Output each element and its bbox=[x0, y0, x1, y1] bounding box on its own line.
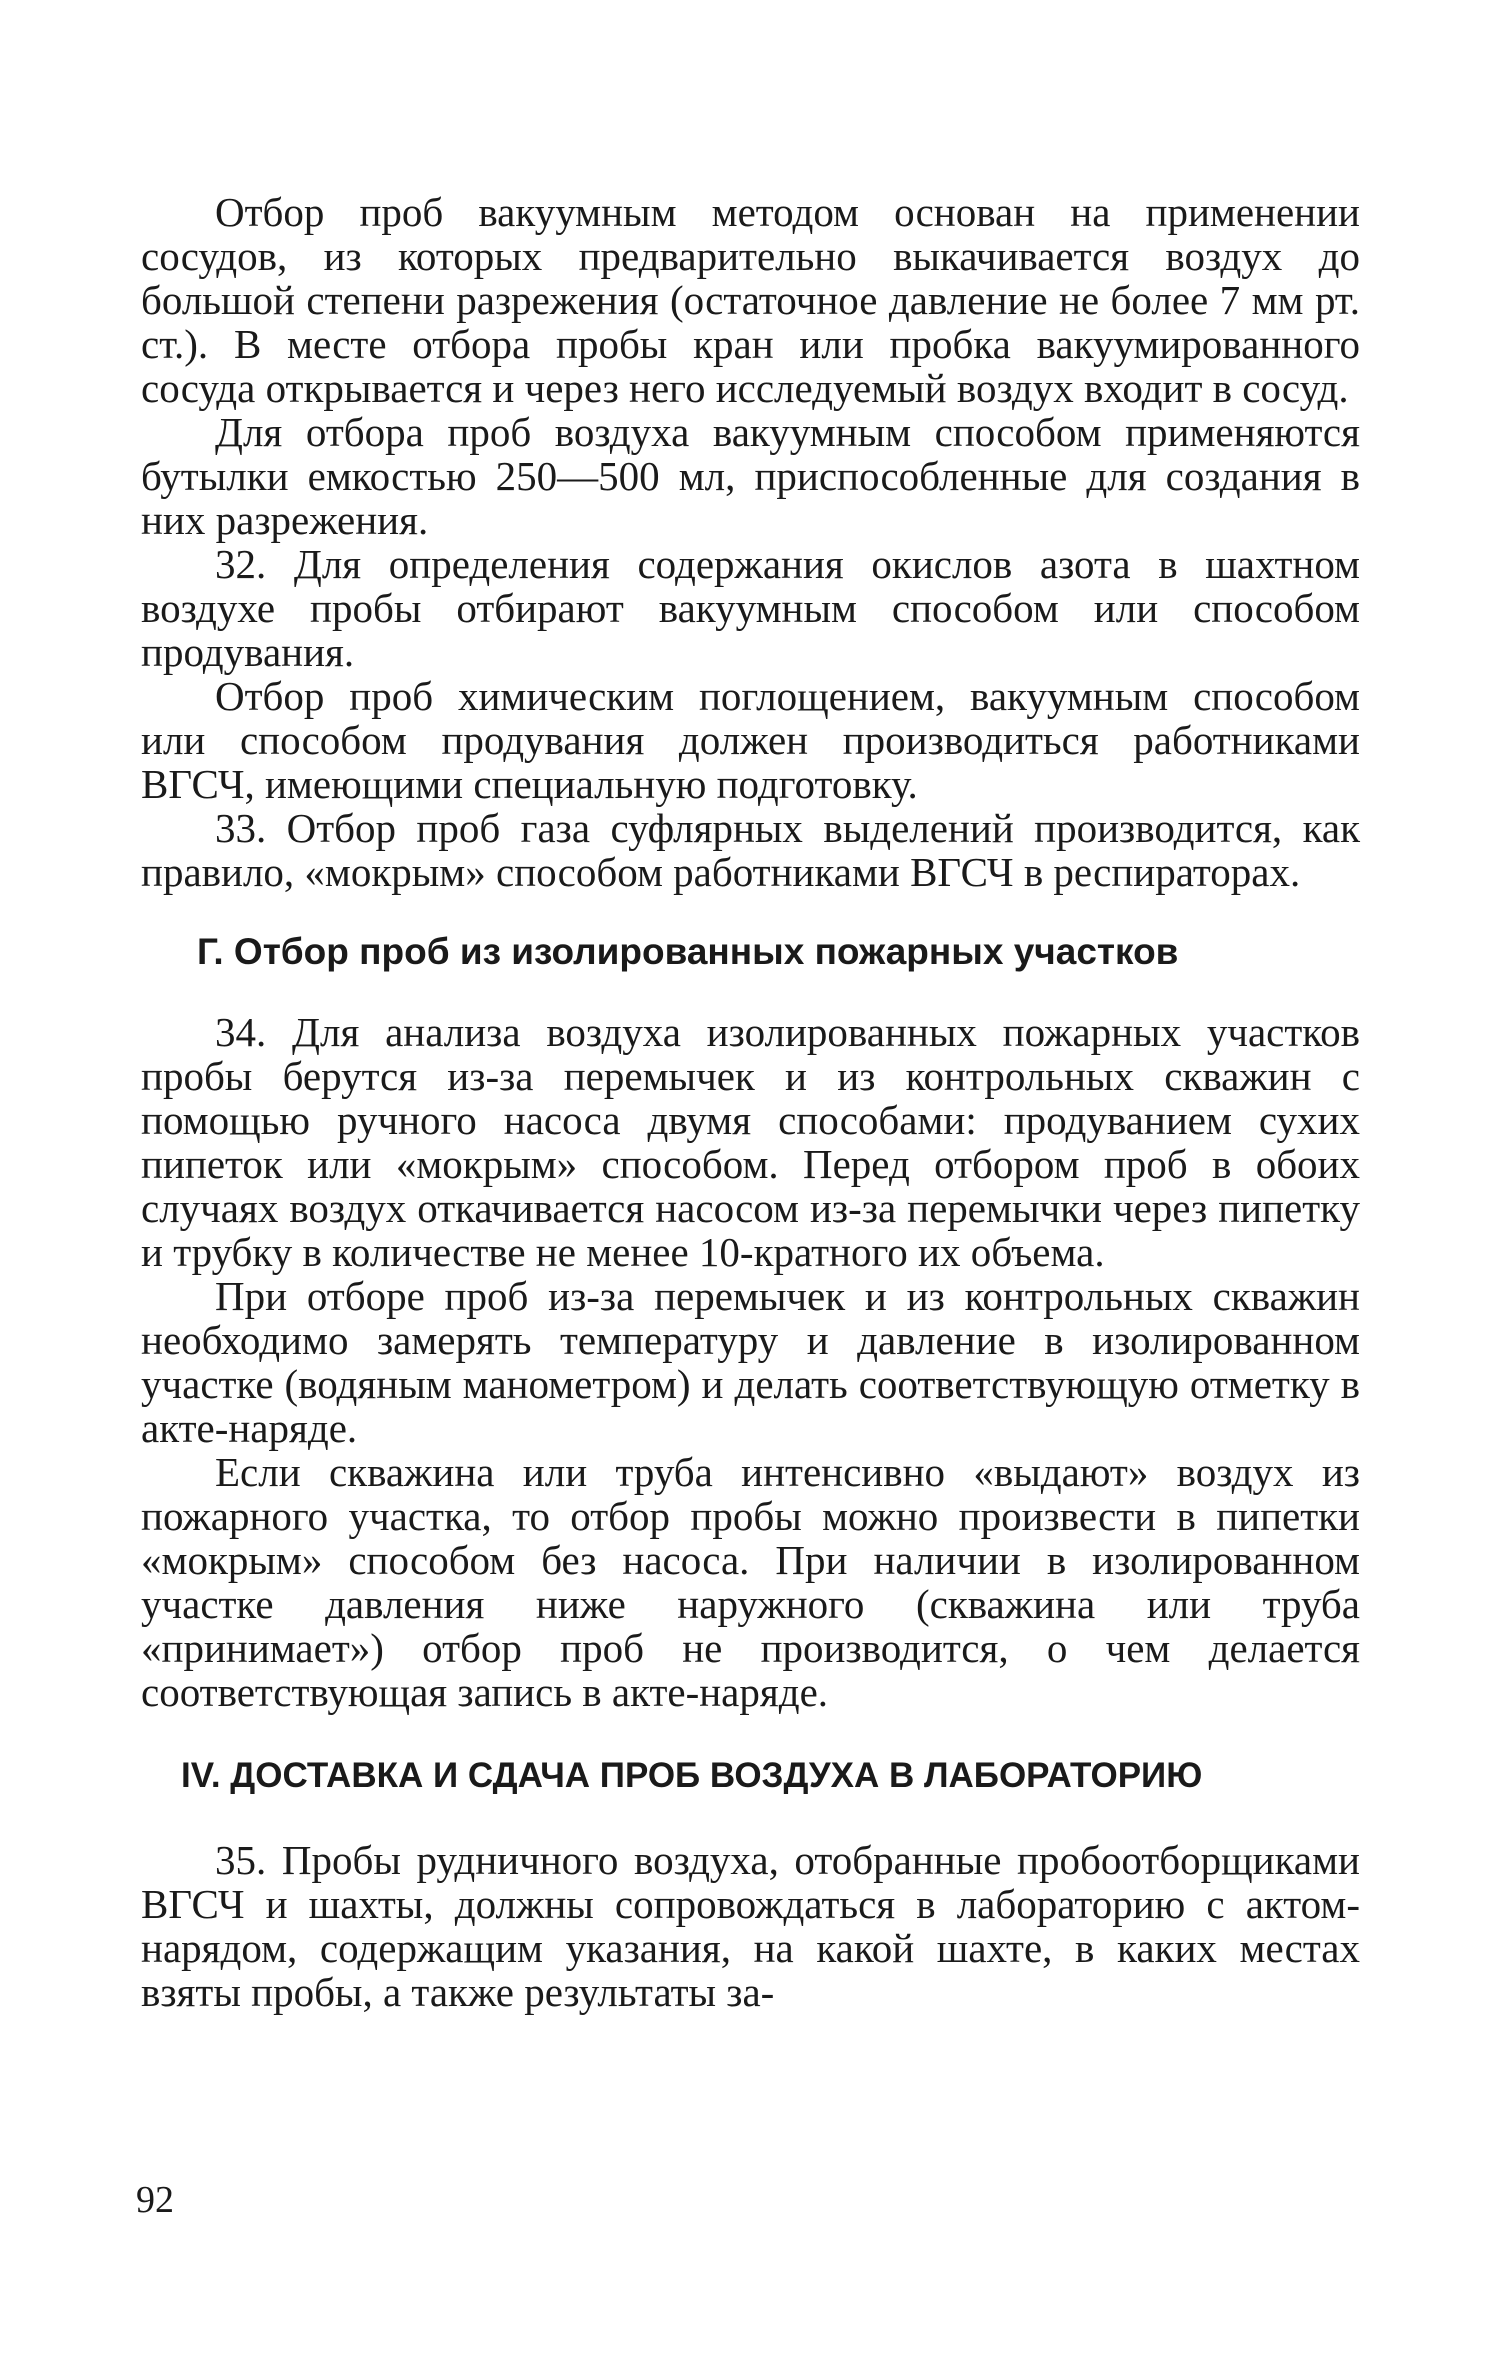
paragraph: 33. Отбор проб газа суфлярных выделений производится, как правило, «мокрым» способом работниками ВГСЧ в респираторах. bbox=[141, 805, 1360, 895]
paragraph: Если скважина или труба интенсивно «выдают» воздух из пожарного участка, то отбор пробы можно произвести в пипетки «мокрым» способом без насоса. При наличии в изолированном участке давления ниже наружного (скважина или труба «принимает») отбор проб не производится, о чем делается соответствующая запись в акте-наряде. bbox=[141, 1449, 1360, 1715]
chapter-heading-iv: IV. ДОСТАВКА И СДАЧА ПРОБ ВОЗДУХА В ЛАБОРАТОРИЮ bbox=[181, 1756, 1203, 1795]
page-body bbox=[141, 190, 1360, 2014]
paragraph: 35. Пробы рудничного воздуха, отобранные пробоотборщиками ВГСЧ и шахты, должны сопровождаться в лабораторию с актом-нарядом, содержащим указания, на какой шахте, в каких местах взяты пробы, а также результаты за- bbox=[141, 1837, 1360, 2015]
paragraph: Отбор проб вакуумным методом основан на применении сосудов, из которых предварительно выкачивается воздух до большой степени разрежения (остаточное давление не более 7 мм рт. ст.). В месте отбора пробы кран или пробка вакуумированного сосуда открывается и через него исследуемый воздух входит в сосуд. bbox=[141, 189, 1360, 411]
paragraph: При отборе проб из-за перемычек и из контрольных скважин необходимо замерять температуру и давление в изолированном участке (водяным манометром) и делать соответствующую отметку в акте-наряде. bbox=[141, 1273, 1360, 1451]
paragraph: Для отбора проб воздуха вакуумным способом применяются бутылки емкостью 250—500 мл, приспособленные для создания в них разрежения. bbox=[141, 409, 1360, 543]
paragraph: Отбор проб химическим поглощением, вакуумным способом или способом продувания должен производиться работниками ВГСЧ, имеющими специальную подготовку. bbox=[141, 673, 1360, 807]
paragraph: 32. Для определения содержания окислов азота в шахтном воздухе пробы отбирают вакуумным способом или способом продувания. bbox=[141, 541, 1360, 675]
paragraph: 34. Для анализа воздуха изолированных пожарных участков пробы берутся из-за перемычек и из контрольных скважин с помощью ручного насоса двумя способами: продуванием сухих пипеток или «мокрым» способом. Перед отбором проб в обоих случаях воздух откачивается насосом из-за перемычки через пипетку и трубку в количестве не менее 10-кратного их объема. bbox=[141, 1009, 1360, 1275]
section-heading-g: Г. Отбор проб из изолированных пожарных участков bbox=[197, 931, 1179, 972]
page-number: 92 bbox=[136, 2179, 174, 2221]
